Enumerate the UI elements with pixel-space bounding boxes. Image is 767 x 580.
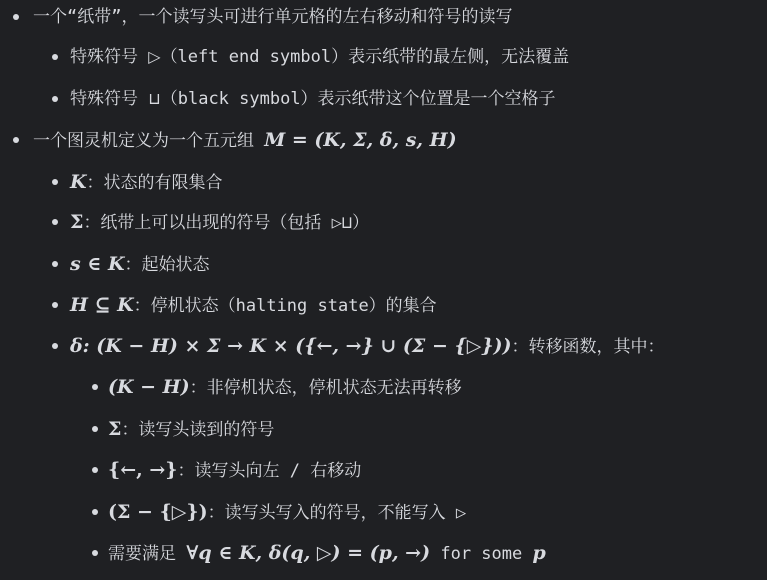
- bullet: [52, 343, 58, 349]
- bullet: [92, 384, 98, 390]
- math-expression: δ: (K − H) × Σ → K × ({←, →} ∪ (Σ − {▷})): [70, 335, 512, 357]
- bullet: [92, 426, 98, 432]
- list-item-text: ：非停机状态，停机状态无法再转移: [189, 378, 462, 398]
- math-expression: s ∈ K: [70, 253, 125, 275]
- list-item-text: ：读写头向左 / 右移动: [177, 461, 362, 481]
- list-item-text: ：纸带上可以出现的符号（包括 ▷⊔）: [83, 213, 370, 233]
- list-item-text: ：起始状态: [124, 255, 210, 275]
- bullet: [52, 54, 58, 60]
- math-expression: ∀q ∈ K, δ(q, ▷) = (p, →): [186, 542, 431, 564]
- list-item-text: （left end symbol）表示纸带的最左侧，无法覆盖: [160, 47, 570, 67]
- list-item-text: （black symbol）表示纸带这个位置是一个空格子: [160, 89, 556, 109]
- list-item-text: ：转移函数，其中：: [511, 337, 665, 357]
- list-item-text: ：停机状态（halting state）的集合: [133, 296, 437, 316]
- bullet: [52, 96, 58, 102]
- math-expression: Σ: [108, 418, 122, 440]
- list-item-text: 需要满足: [108, 544, 187, 564]
- math-expression: K: [70, 171, 87, 193]
- list-item-text: ：读写头读到的符号: [121, 420, 275, 440]
- math-expression: p: [532, 542, 546, 564]
- list-item-text: ：读写头写入的符号，不能写入 ▷: [207, 503, 467, 523]
- list-item-text: 特殊符号: [70, 89, 149, 109]
- math-expression: Σ: [70, 211, 84, 233]
- math-expression: H ⊆ K: [70, 294, 134, 316]
- math-expression: M = (K, Σ, δ, s, H): [264, 129, 457, 151]
- list-item-text: for some: [430, 544, 533, 564]
- left-end-symbol: ▷: [148, 47, 161, 66]
- bullet: [92, 550, 98, 556]
- math-expression: (K − H): [108, 376, 190, 398]
- math-expression: {←, →}: [108, 459, 178, 481]
- bullet: [13, 137, 19, 143]
- bullet: [52, 261, 58, 267]
- bullet: [52, 219, 58, 225]
- list-item-text: 一个“纸带”，一个读写头可进行单元格的左右移动和符号的读写: [33, 7, 513, 27]
- bullet: [52, 179, 58, 185]
- blank-symbol: ⊔: [148, 89, 161, 108]
- bullet: [92, 467, 98, 473]
- bullet: [13, 14, 19, 20]
- list-item-text: 特殊符号: [70, 47, 149, 67]
- bullet: [92, 509, 98, 515]
- math-expression: (Σ − {▷}): [108, 501, 208, 523]
- list-item-text: 一个图灵机定义为一个五元组: [33, 131, 265, 151]
- bullet: [52, 302, 58, 308]
- list-item-text: ：状态的有限集合: [86, 173, 223, 193]
